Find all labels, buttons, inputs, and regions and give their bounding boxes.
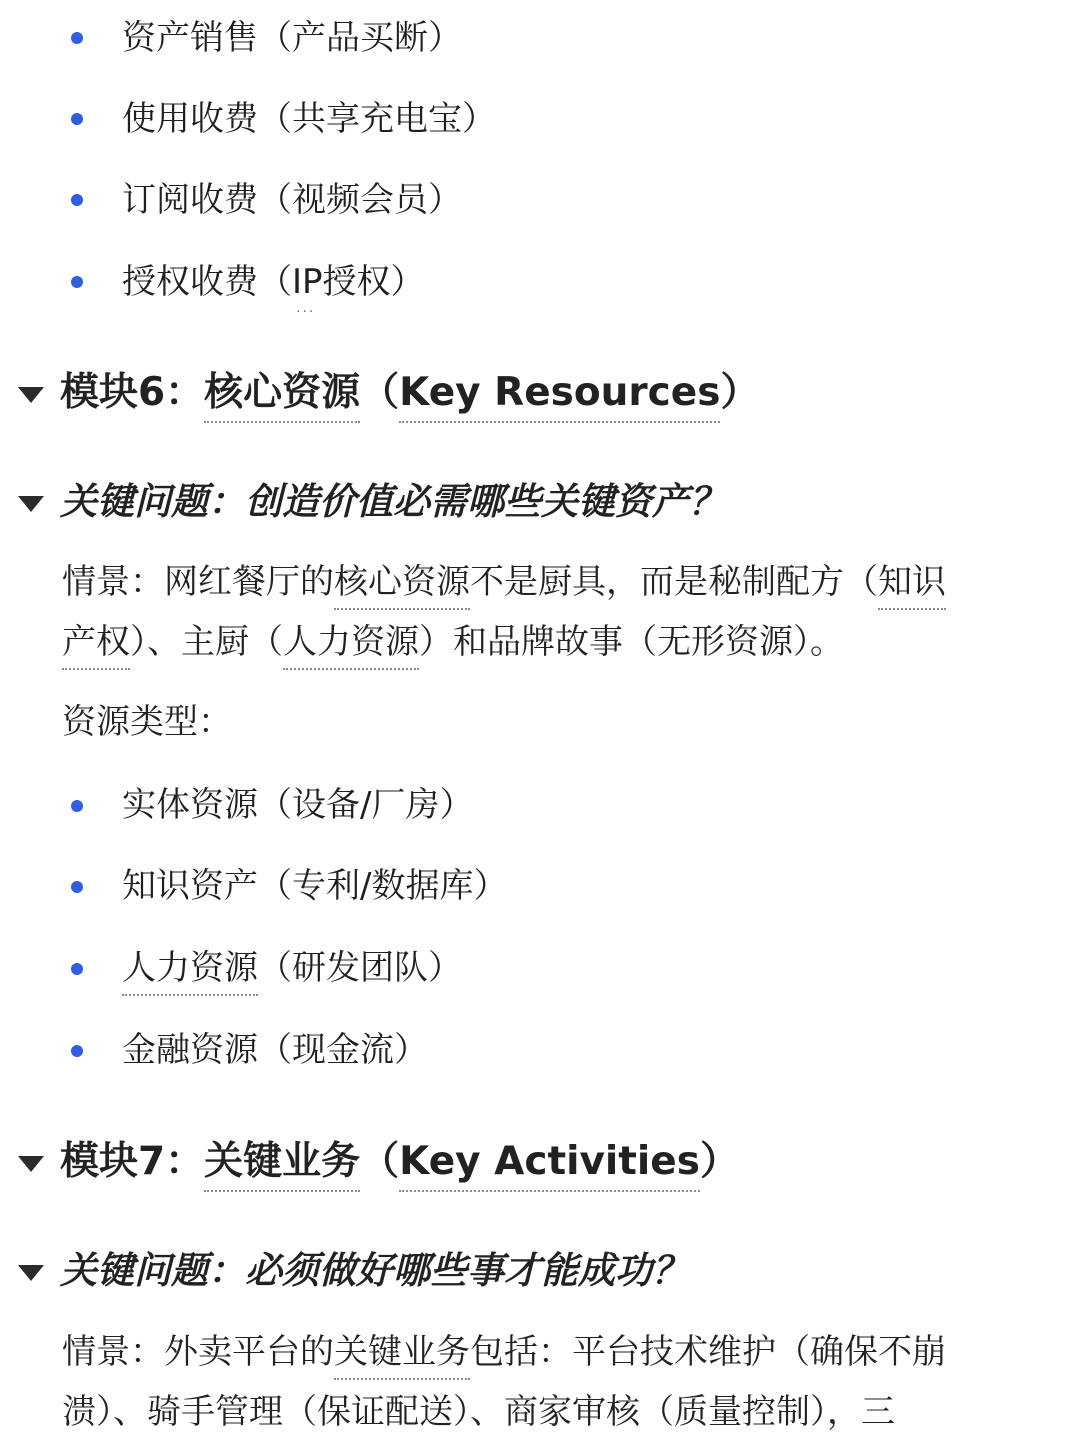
term-link[interactable]: 核心资源 xyxy=(334,562,470,610)
bullet-dot xyxy=(71,800,83,812)
list-item: 使用收费（共享充电宝） xyxy=(122,99,496,139)
module-term-link[interactable]: 核心资源 xyxy=(204,370,360,423)
bullet-dot xyxy=(71,32,83,44)
term-link[interactable]: 人力资源 xyxy=(122,948,258,996)
text-run: （研发团队） xyxy=(258,948,462,988)
list-item xyxy=(122,946,462,990)
module-prefix: 模块6： xyxy=(60,370,205,415)
ip-marker: ··· xyxy=(296,304,316,320)
scenario-line: 溃）、骑手管理（保证配送）、商家审核（质量控制），三 xyxy=(62,1392,895,1432)
module-english-link[interactable]: Key Resources xyxy=(399,370,720,423)
bullet-dot xyxy=(71,276,83,288)
question-heading: 关键问题：必须做好哪些事才能成功？ xyxy=(60,1249,689,1292)
bullet-dot xyxy=(71,963,83,975)
list-item: 订阅收费（视频会员） xyxy=(122,180,462,220)
question-heading: 关键问题：创造价值必需哪些关键资产？ xyxy=(60,480,726,523)
paren-open: （ xyxy=(360,1139,400,1184)
paren-close: ） xyxy=(699,1139,739,1184)
text-run: 情景：外卖平台的 xyxy=(62,1332,334,1372)
list-item: 资产销售（产品买断） xyxy=(122,18,462,58)
text-run: 包括：平台技术维护（确保不崩 xyxy=(470,1332,946,1372)
text-run: 情景：网红餐厅的 xyxy=(62,562,334,602)
bullet-dot xyxy=(71,1045,83,1057)
ip-text: IP xyxy=(292,262,323,302)
collapse-triangle-icon[interactable] xyxy=(18,387,44,403)
bullet-dot xyxy=(71,194,83,206)
ip-link[interactable] xyxy=(292,260,323,320)
list-item-suffix: 授权） xyxy=(322,262,425,302)
list-item: 知识资产（专利/数据库） xyxy=(122,866,508,906)
term-link[interactable]: 关键业务 xyxy=(334,1332,470,1380)
collapse-triangle-icon[interactable] xyxy=(18,496,44,512)
term-link[interactable]: 人力资源 xyxy=(283,622,419,670)
module-english-link[interactable]: Key Activities xyxy=(399,1139,700,1192)
module6-heading xyxy=(60,368,759,418)
list-item-prefix: 授权收费（ xyxy=(122,262,292,302)
paren-open: （ xyxy=(360,370,400,415)
term-link[interactable]: 产权 xyxy=(62,622,130,670)
paren-close: ） xyxy=(720,370,760,415)
text-run: ）、主厨（ xyxy=(130,622,283,662)
collapse-triangle-icon[interactable] xyxy=(18,1156,44,1172)
scenario-line xyxy=(62,560,946,604)
resource-types-label: 资源类型： xyxy=(62,702,232,742)
list-item: 金融资源（现金流） xyxy=(122,1030,428,1070)
bullet-dot xyxy=(71,881,83,893)
module-prefix: 模块7： xyxy=(60,1139,205,1184)
module-term-link[interactable]: 关键业务 xyxy=(204,1139,360,1192)
term-link[interactable]: 知识 xyxy=(878,562,946,610)
list-item: 实体资源（设备/厂房） xyxy=(122,785,474,825)
scenario-line xyxy=(62,620,844,664)
scenario-line xyxy=(62,1330,946,1374)
text-run: ）和品牌故事（无形资源）。 xyxy=(419,622,844,662)
bullet-dot xyxy=(71,113,83,125)
collapse-triangle-icon[interactable] xyxy=(18,1265,44,1281)
text-run: 不是厨具，而是秘制配方（ xyxy=(470,562,878,602)
list-item xyxy=(122,260,425,320)
module7-heading xyxy=(60,1137,739,1187)
